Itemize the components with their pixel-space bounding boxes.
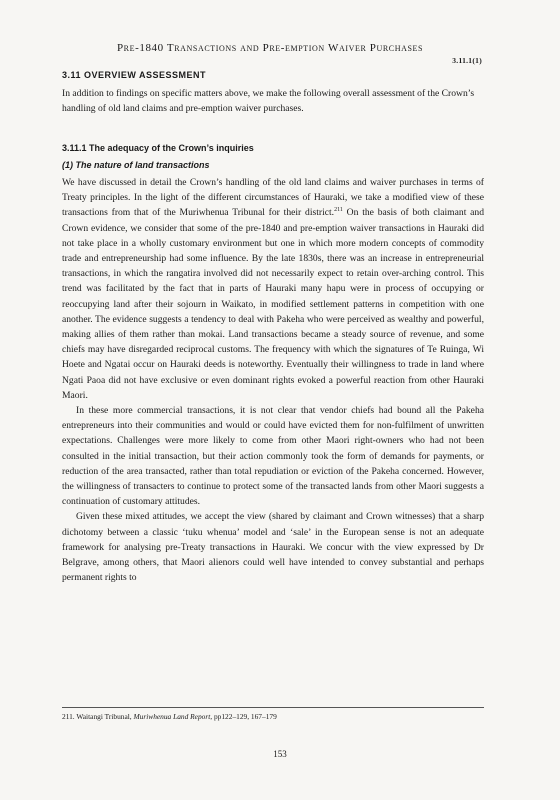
paragraph-1-part-a: We have discussed in detail the Crown’s handling of the old land claims and waiver purchases in terms of Treaty principles. In the light of the different circumstances of Hauraki, we take a modified view of these transactions from that of the Muriwhenua Tribunal for their district. bbox=[62, 177, 484, 219]
paragraph-1 bbox=[62, 175, 484, 403]
subsection-heading: 3.11.1 The adequacy of the Crown’s inquiries bbox=[62, 143, 254, 153]
paragraph-3: Given these mixed attitudes, we accept the view (shared by claimant and Crown witnesses) that a sharp dichotomy between a classic ‘tuku whenua’ model and ‘sale’ in the European sense is not an adequate framework for analysing pre-Treaty transactions in Hauraki. We concur with the view expressed by Dr Belgrave, among others, that Maori alienors could well have intended to convey substantial and perhaps permanent rights to bbox=[62, 511, 484, 584]
page-number: 153 bbox=[273, 749, 287, 759]
paragraph-1-part-b: On the basis of both claimant and Crown evidence, we consider that some of the pre-1840 and pre-emption waiver transactions in Hauraki did not take place in a wholly customary environment but one in which more modern concepts of commodity trade and entrepreneurship had some influence. By the late 1830s, there was an increase in entrepreneurial transactions, in which the rangatira involved did not necessarily expect to retain over-arching control. This trend was facilitated by the fact that in parts of Hauraki many hapu were in process of occupying or reoccupying land after their sojourn in Waikato, in modified settlement patterns in competition with one another. The evidence suggests a tendency to deal with Pakeha who were perceived as wealthy and powerful, making allies of them rather than mokai. Land transactions became a steady source of revenue, and some chiefs may have disregarded reciprocal customs. The frequency with which the signatures of Te Ruinga, Wi Hoete and Ngatai occur on Hauraki deeds is noteworthy. Eventually their willingness to trade in land where Ngati Paoa did not have exclusive or even dominant rights evoked a powerful reaction from other Hauraki Maori. bbox=[62, 207, 485, 401]
footnote-text-b: , pp122–129, 167–179 bbox=[210, 712, 277, 721]
paragraph-2: In these more commercial transactions, it is not clear that vendor chiefs had bound all the Pakeha entrepreneurs into their communities and would or could have evicted them for non-fulfilment of unwritten expectations. Challenges were more likely to come from other Maori right-owners who had not been consulted in the initial transaction, but their action commonly took the form of demands for payments, or reduction of the area transacted, rather than total repudiation or eviction of the Pakeha concerned. However, the willingness of transacters to continue to protect some of the transacted lands from other Maori suggests a continuation of customary attitudes. bbox=[62, 405, 484, 508]
running-header: Pre-1840 Transactions and Pre-emption Waiver Purchases bbox=[116, 42, 424, 54]
section-reference: 3.11.1(1) bbox=[452, 56, 482, 65]
intro-paragraph: In addition to findings on specific matters above, we make the following overall assessment of the Crown’s handling of old land claims and pre-emption waiver purchases. bbox=[62, 88, 475, 114]
footnote bbox=[62, 712, 484, 721]
section-heading: 3.11 OVERVIEW ASSESSMENT bbox=[62, 70, 207, 80]
footnote-number: 211. bbox=[62, 712, 75, 721]
footnote-divider bbox=[62, 707, 484, 708]
footnote-marker[interactable]: 211 bbox=[334, 207, 343, 214]
footnote-report-title: Muriwhenua Land Report bbox=[133, 712, 211, 721]
subsubsection-heading: (1) The nature of land transactions bbox=[62, 160, 210, 170]
body-text bbox=[62, 175, 484, 585]
footnote-text-a: Waitangi Tribunal, bbox=[76, 712, 134, 721]
